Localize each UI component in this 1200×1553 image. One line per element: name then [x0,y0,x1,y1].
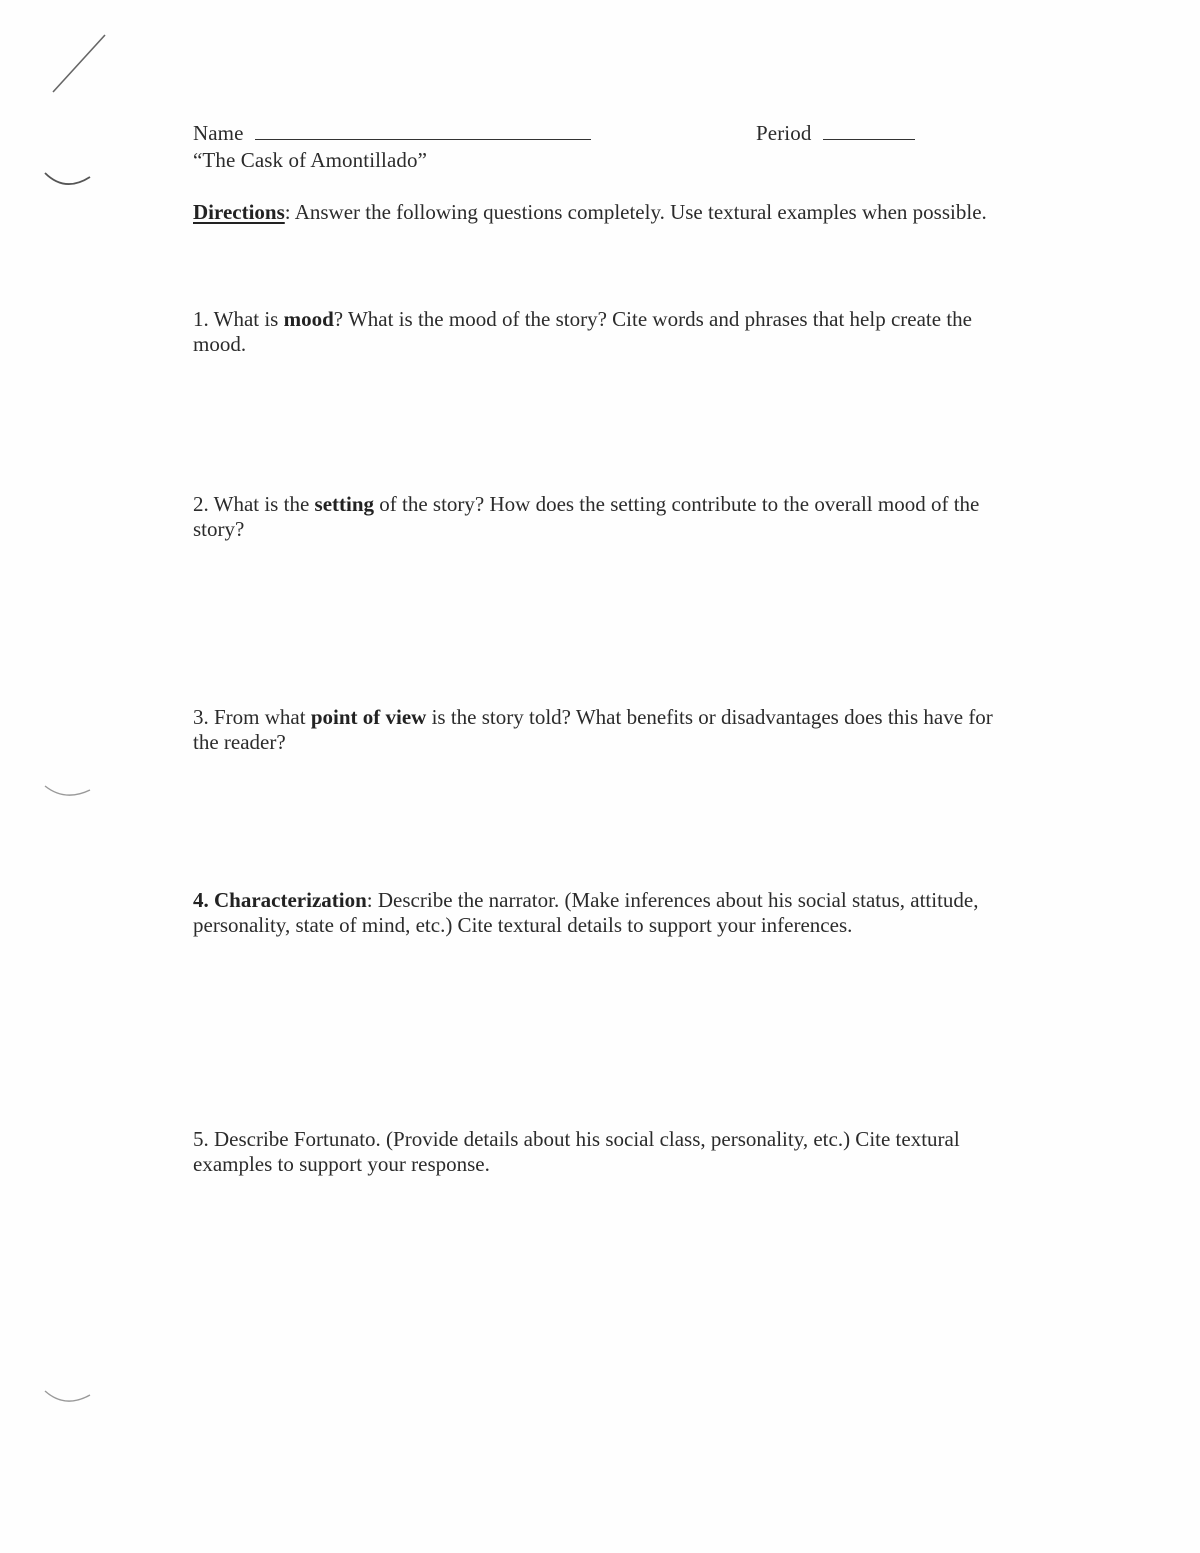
directions-text: : Answer the following questions completely. Use textural examples when possible. [284,200,987,224]
question-key-term: mood [283,307,334,331]
question-key-term: point of view [310,705,427,729]
name-field[interactable] [255,121,591,140]
directions-label: Directions [193,200,285,224]
question-text: Describe Fortunato. (Provide details about his social class, personality, etc.) Cite textural examples to support your response. [193,1127,960,1176]
question-key-term: Characterization [208,888,367,912]
question-number: 5. [193,1127,209,1151]
question-text: What is the [208,492,315,516]
question-text: is the story told? What benefits or disadvantages does this have for the reader? [193,705,993,754]
story-title: “The Cask of Amontillado” [193,148,428,172]
question-5 [193,1127,993,1177]
question-number: 3. [193,705,209,729]
hole-punch-mark-middle [40,780,95,810]
pen-stroke-mark [45,30,115,100]
question-number: 2. [193,492,209,516]
period-field[interactable] [823,121,915,140]
period-line [756,120,915,146]
question-text: : Describe the narrator. (Make inferences about his social status, attitude, personality, state of mind, etc.) Cite textural details to support your inferences. [193,888,979,937]
name-label: Name [193,121,244,145]
hole-punch-mark-bottom [40,1385,95,1415]
question-key-term: setting [314,492,375,516]
question-text: From what [208,705,311,729]
question-text: ? What is the mood of the story? Cite words and phrases that help create the mood. [193,307,972,356]
hole-punch-mark-top [40,165,95,195]
question-text: of the story? How does the setting contribute to the overall mood of the story? [193,492,980,541]
period-label: Period [756,121,812,145]
question-2 [193,492,1028,542]
question-number: 1. [193,307,209,331]
name-line [193,120,591,146]
question-text: What is [208,307,284,331]
question-1 [193,307,993,357]
question-number: 4. [193,888,209,912]
question-4 [193,888,1023,938]
directions [193,200,1013,225]
question-3 [193,705,1023,755]
